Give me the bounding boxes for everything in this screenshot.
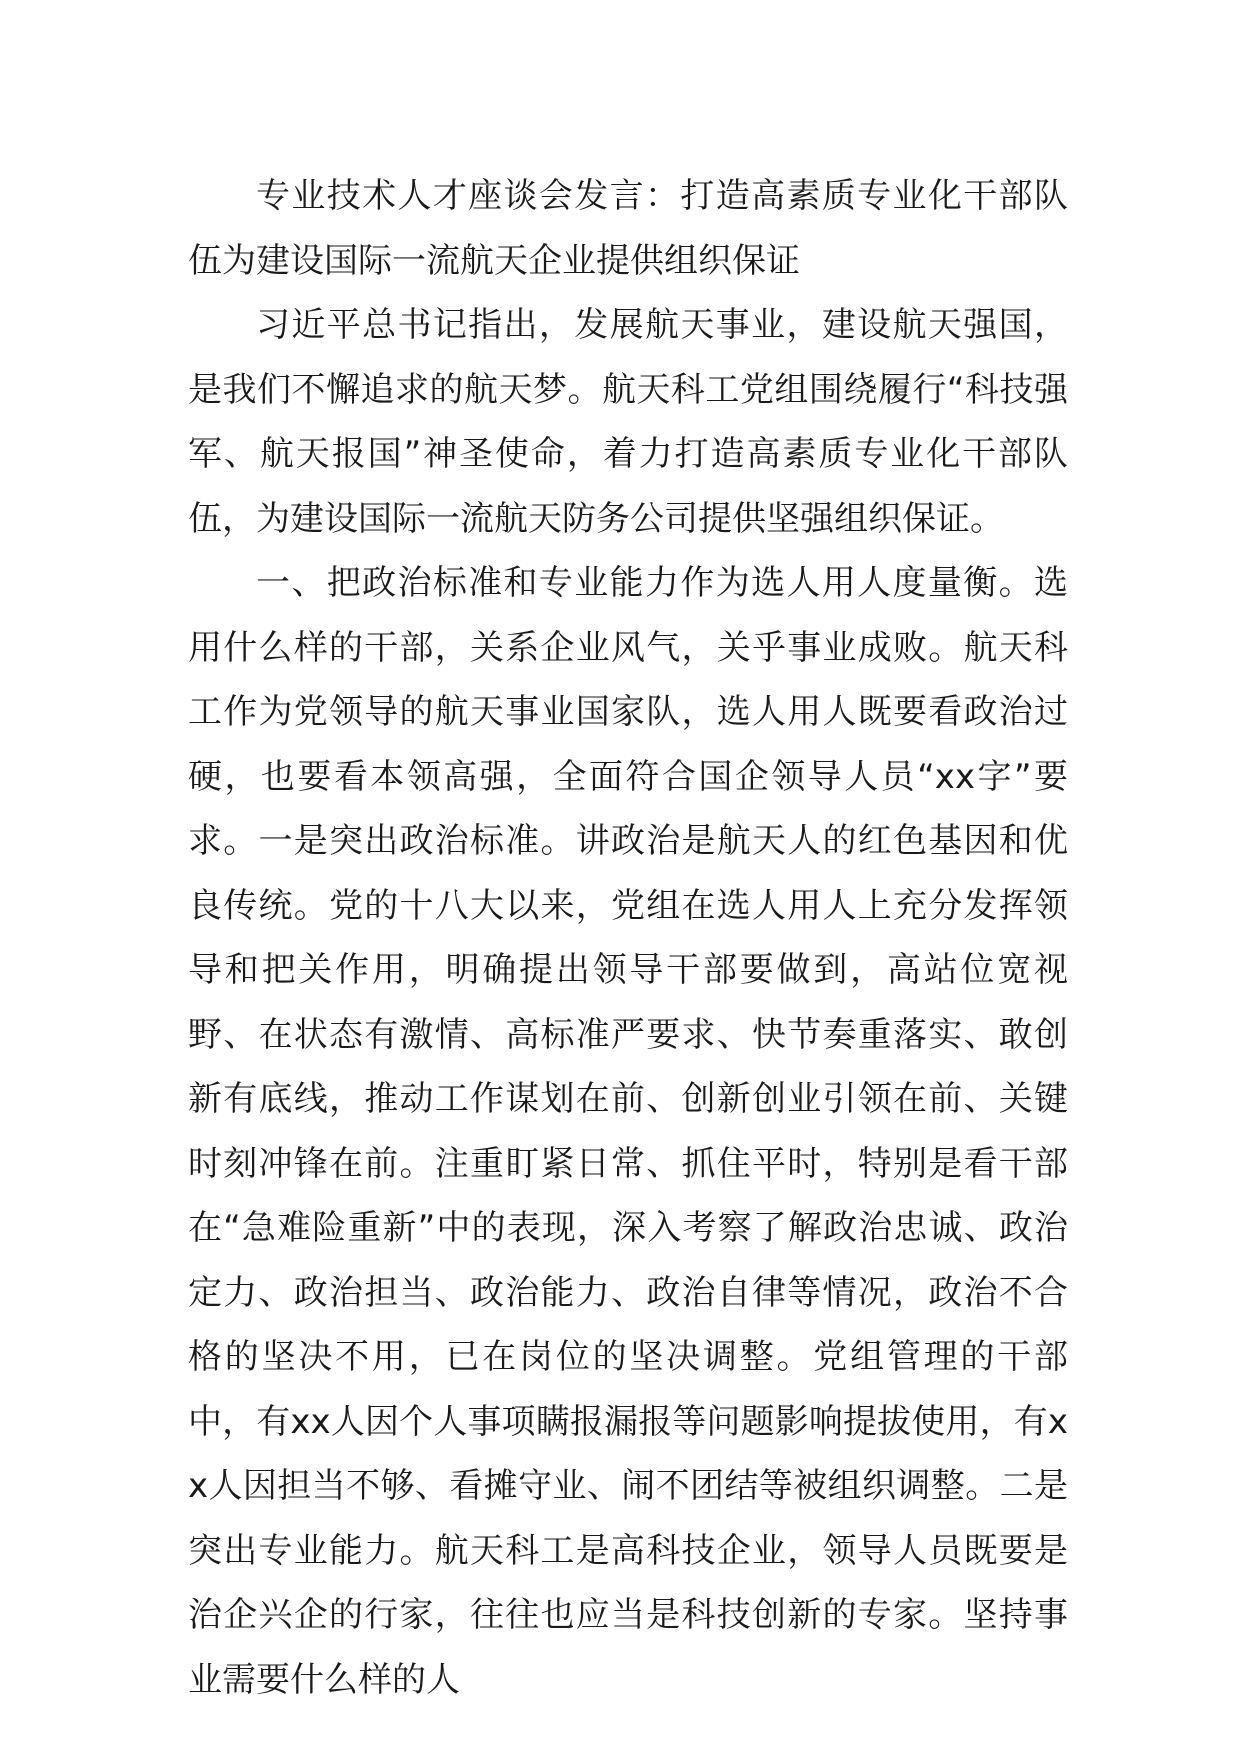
- document-title: 专业技术人才座谈会发言：打造高素质专业化干部队伍为建设国际一流航天企业提供组织保证: [188, 176, 1068, 281]
- paragraph-intro: 习近平总书记指出，发展航天事业，建设航天强国，是我们不懈追求的航天梦。航天科工党组围绕履行“科技强军、航天报国”神圣使命，着力打造高素质专业化干部队伍，为建设国际一流航天防务公司提供坚强组织保证。: [188, 305, 1068, 539]
- paragraph-section-one: 一、把政治标准和专业能力作为选人用人度量衡。选用什么样的干部，关系企业风气，关乎事业成败。航天科工作为党领导的航天事业国家队，选人用人既要看政治过硬，也要看本领高强，全面符合国企领导人员“xx字”要求。一是突出政治标准。讲政治是航天人的红色基因和优良传统。党的十八大以来，党组在选人用人上充分发挥领导和把关作用，明确提出领导干部要做到，高站位宽视野、在状态有激情、高标准严要求、快节奏重落实、敢创新有底线，推动工作谋划在前、创新创业引领在前、关键时刻冲锋在前。注重盯紧日常、抓住平时，特别是看干部在“急难险重新”中的表现，深入考察了解政治忠诚、政治定力、政治担当、政治能力、政治自律等情况，政治不合格的坚决不用，已在岗位的坚决调整。党组管理的干部中，有xx人因个人事项瞒报漏报等问题影响提拔使用，有xx人因担当不够、看摊守业、闹不团结等被组织调整。二是突出专业能力。航天科工是高科技企业，领导人员既要是治企兴企的行家，往往也应当是科技创新的专家。坚持事业需要什么样的人: [188, 563, 1068, 1700]
- document-body: [188, 164, 1068, 1712]
